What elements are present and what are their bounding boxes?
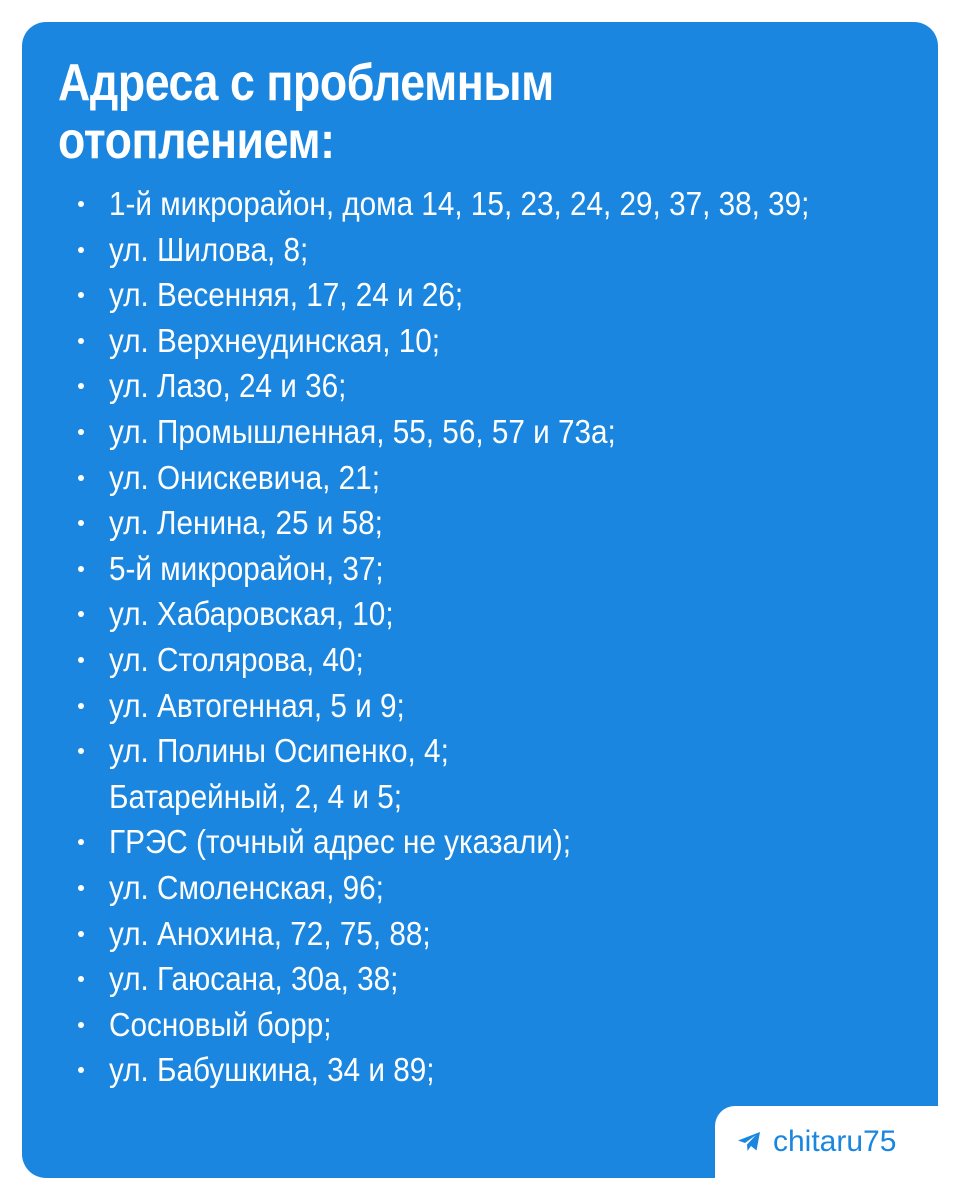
bullet-icon: [78, 657, 84, 663]
list-item-text: ул. Промышленная, 55, 56, 57 и 73а;: [109, 412, 616, 450]
list-item: [72, 591, 887, 637]
bullet-icon: [78, 703, 84, 709]
list-item: [72, 363, 887, 409]
list-item: [72, 1047, 887, 1093]
bullet-icon: [78, 839, 84, 845]
list-item-text: ул. Смоленская, 96;: [109, 868, 384, 906]
bullet-icon: [78, 201, 84, 207]
list-item: [72, 683, 887, 729]
bullet-icon: [78, 976, 84, 982]
list-item-text: ул. Хабаровская, 10;: [109, 595, 394, 633]
bullet-icon: [78, 885, 84, 891]
list-item-text: Сосновый борр;: [109, 1005, 332, 1043]
list-item-text: ул. Столярова, 40;: [109, 640, 364, 678]
card-title-line-2: отоплением:: [58, 112, 335, 170]
list-item-text: ул. Шилова, 8;: [109, 230, 309, 268]
telegram-plane-icon: [737, 1131, 761, 1153]
list-item: [72, 865, 887, 911]
bullet-icon: [78, 383, 84, 389]
list-item-text: ул. Лазо, 24 и 36;: [109, 367, 347, 405]
list-item: [72, 637, 887, 683]
bullet-icon: [78, 247, 84, 253]
list-item: [72, 728, 887, 819]
card-title: [58, 54, 763, 170]
list-item-text: 1-й микрорайон, дома 14, 15, 23, 24, 29, 37, 38, 39;: [109, 185, 810, 222]
bullet-icon: [78, 1022, 84, 1028]
list-item: [72, 956, 887, 1002]
list-item-text: ул. Гаюсана, 30а, 38;: [109, 960, 399, 998]
list-item: [72, 272, 887, 318]
list-item: [72, 819, 887, 865]
list-item-text: 5-й микрорайон, 37;: [109, 549, 384, 587]
list-item-text-line-2: Батарейный, 2, 4 и 5;: [109, 777, 403, 815]
list-item: [72, 500, 887, 546]
list-item: [72, 1002, 887, 1048]
bullet-icon: [78, 338, 84, 344]
list-item: [72, 911, 887, 957]
list-item: [72, 227, 887, 273]
list-item-text: ул. Онискевича, 21;: [109, 458, 380, 496]
list-item: [72, 318, 887, 364]
list-item-continuation: [109, 774, 887, 820]
bullet-icon: [78, 520, 84, 526]
source-badge[interactable]: [715, 1106, 938, 1178]
bullet-icon: [78, 429, 84, 435]
card-title-line-1: Адреса с проблемным: [58, 54, 554, 112]
list-item: [72, 409, 887, 455]
list-item-text: ул. Бабушкина, 34 и 89;: [109, 1051, 435, 1089]
list-item-text: ГРЭС (точный адрес не указали);: [109, 823, 572, 861]
list-item-text: [109, 728, 887, 774]
list-item-text: ул. Верхнеудинская, 10;: [109, 321, 441, 359]
list-item: [72, 181, 887, 227]
bullet-icon: [78, 475, 84, 481]
source-handle[interactable]: chitaru75: [773, 1125, 897, 1158]
list-item-text-line-1: ул. Полины Осипенко, 4;: [109, 732, 449, 770]
bullet-icon: [78, 748, 84, 754]
list-item: [72, 546, 887, 592]
bullet-icon: [78, 611, 84, 617]
list-item-text: ул. Весенняя, 17, 24 и 26;: [109, 276, 464, 314]
list-item: [72, 455, 887, 501]
bullet-icon: [78, 566, 84, 572]
list-item-text: ул. Ленина, 25 и 58;: [109, 504, 383, 542]
address-list: [72, 181, 887, 1093]
bullet-icon: [78, 931, 84, 937]
bullet-icon: [78, 292, 84, 298]
list-item-text: ул. Автогенная, 5 и 9;: [109, 686, 405, 724]
bullet-icon: [78, 1067, 84, 1073]
list-item-text: ул. Анохина, 72, 75, 88;: [109, 914, 431, 952]
address-card: [22, 22, 938, 1178]
